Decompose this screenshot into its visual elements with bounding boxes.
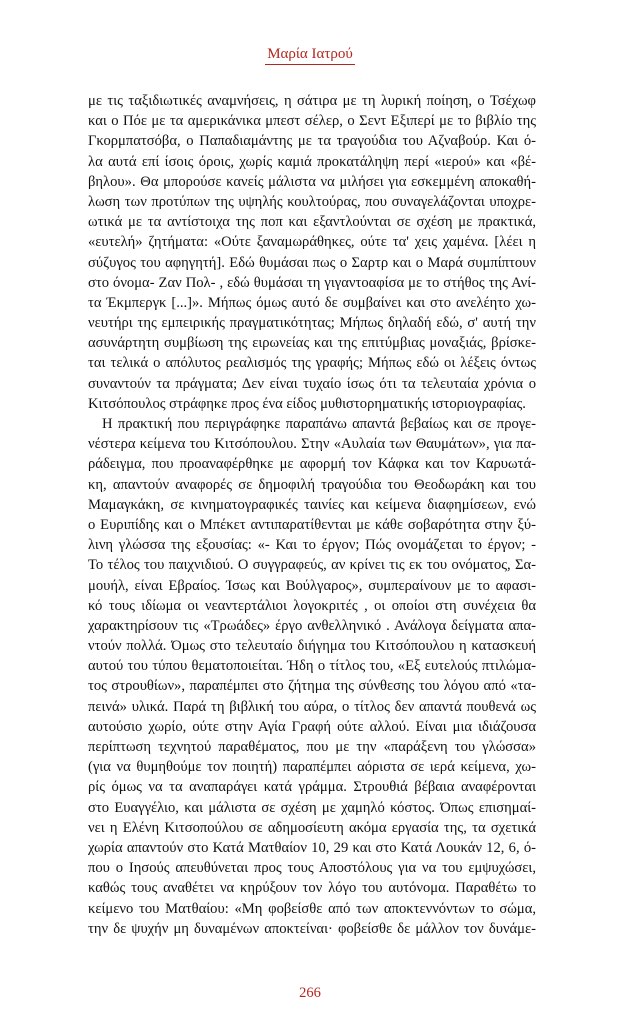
text-line: και ο Πόε με τα αμερικάνικα μπεστ σέλερ, ο Σεντ Εξιπερί με το βιβλίο της: [88, 113, 536, 130]
text-line: ντούν πολλά. Όμως στο τελευταίο διήγημα του Κιτσόπουλου η κατασκευή: [88, 638, 536, 655]
text-line: «ευτελή» ζητήματα: «Ούτε ξαναμωράθηκες, ούτε τα' χεις χαμένα. [λέει η: [88, 234, 536, 251]
text-line: νέστερα κείμενα του Κιτσόπουλου. Στην «Αυλαία των Θαυμάτων», για πα-: [88, 436, 536, 453]
page-number: 266: [299, 985, 321, 1001]
text-line: Κιτσόπουλος στράφηκε προς ένα είδος μυθιστορηματικής ιστοριογραφίας.: [88, 395, 526, 412]
text-line: Η πρακτική που περιγράφηκε παραπάνω απαντά βεβαίως και σε προγε-: [102, 416, 536, 432]
text-line: Το τέλος του παιχνιδιού. Ο συγγραφεύς, αν κρίνει τις εκ του ονόματος, Σα-: [88, 557, 536, 574]
text-line: κη, απαντούν αναφορές σε δημοφιλή τραγούδια του Θεοδωράκη και του: [88, 476, 536, 493]
text-line: ο Ευριπίδης και ο Μπέκετ αντιπαρατίθενται με κάθε σοβαρότητα στην ξύ-: [88, 516, 536, 533]
text-line: που ο Ιησούς απευθύνεται προς τους Αποστόλους για να του εμψυχώσει,: [88, 860, 536, 877]
text-line: λωση των προτύπων της υψηλής κουλτούρας, που συναγελάζονται υποχρε-: [88, 193, 536, 210]
text-line: Γκορμπατσόβα, ο Παπαδιαμάντης με τα τραγούδια του Αζναβούρ. Και ό-: [88, 133, 536, 150]
text-line: χωρία απαντούν στο Κατά Ματθαίον 10, 29 και στο Κατά Λουκάν 12, 6, ό-: [88, 839, 536, 856]
text-line: συναντούν τα πράγματα; Δεν είναι τυχαίο ίσως ότι τα τελευταία χρόνια ο: [88, 375, 536, 392]
text-line: ωτικά με τα αντίστοιχα της ποπ και εξαντλούνται σε σχέση με πρακτικά,: [88, 214, 536, 231]
text-line: αυτούσιο χωρίο, ούτε στην Αγία Γραφή ούτε αλλού. Είναι μια ιδιάζουσα: [88, 718, 536, 735]
text-line: ρίς όμως να τα αναπαράγει κατά γράμμα. Στρουθιά βέβαια αναφέρονται: [88, 779, 536, 796]
text-line: αυτού του τύπου θεματοποιείται. Ήδη ο τίτλος του, «Εξ ευτελούς πτιλώμα-: [88, 658, 536, 675]
text-line: καθώς τους αναθέτει να κηρύξουν τον λόγο του αυτόνομα. Παραθέτω το: [88, 880, 536, 897]
text-line: βηλου». Θα μπορούσε κανείς μάλιστα να μιλήσει για εσκεμμένη αποκαθή-: [88, 173, 536, 190]
text-line: στο Ευαγγέλιο, και μάλιστα σε σχέση με χαμηλό κόστος. Όπως επισημαί-: [88, 799, 536, 816]
body-text: [88, 91, 536, 939]
text-line: κό τους ιδίωμα οι νεαντερτάλιοι λογοκριτές , οι οποίοι στη συνέχεια θα: [88, 597, 536, 614]
text-line: με τις ταξιδιωτικές αναμνήσεις, η σάτιρα με τη λυρική ποίηση, ο Τσέχωφ: [88, 93, 536, 109]
text-line: ται τελικά ο απόλυτος ρεαλισμός της γραφής; Μήπως εδώ οι λέξεις όντως: [88, 355, 536, 372]
text-line: κείμενο του Ματθαίου: «Μη φοβείσθε από των αποκτεννόντων το σώμα,: [88, 900, 536, 917]
text-line: Μαμαγκάκη, σε κινηματογραφικές ταινίες και κείμενα διαφημίσεων, ενώ: [88, 496, 536, 513]
text-line: λα αυτά επί ίσοις όροις, χωρίς καμιά προκατάληψη περί «ιερού» και «βέ-: [88, 153, 536, 170]
text-line: τα Έκμπεργκ [...]». Μήπως όμως αυτό δε συμβαίνει και στο ανελέητο χω-: [88, 294, 536, 311]
text-line: την δε ψυχήν μη δυναμένων αποκτείναι· φοβείσθε δε μάλλον τον δυνάμε-: [88, 920, 536, 937]
text-line: στο όνομα- Ζαν Πολ- , εδώ θυμάσαι τη γιγαντοαφίσα με το στήθος της Ανί-: [88, 274, 536, 291]
text-line: μουήλ, είναι Εβραίος. Ίσως και Βούλγαρος», συμπεραίνουν με το αφασι-: [88, 577, 536, 594]
text-line: λινη γλώσσα της εξουσίας: «- Και το έργον; Πώς ονομάζεται το έργον; -: [88, 537, 536, 554]
paragraph: [88, 91, 536, 414]
text-line: ράδειγμα, που προαναφέρθηκε με αφορμή τον Κάφκα και τον Καρυωτά-: [88, 456, 536, 473]
text-line: περίπτωση τεχνητού παραθέματος, που με την «παράξενη του γλώσσα»: [88, 739, 536, 755]
text-line: ασυνάρτητη συμβίωση της ειρωνείας και της επιτύμβιας μοναξιάς, βρίσκε-: [88, 335, 536, 352]
author-name: Μαρία Ιατρού: [265, 45, 355, 65]
text-line: νευτήρι της εμπειρικής πραγματικότητας; Μήπως δηλαδή εδώ, σ' αυτή την: [88, 315, 536, 332]
text-line: σύζυγος του αφηγητή]. Εδώ θυμάσαι πως ο Σαρτρ και ο Μαρά συμπίπτουν: [88, 254, 536, 271]
text-line: χαρακτηρίσουν τις «Τρωάδες» έργο ανθελληνικό . Ανάλογα δείγματα απα-: [88, 617, 536, 634]
paragraph: [88, 414, 536, 939]
text-line: πεινά» υλικά. Παρά τη βιβλική του αύρα, ο τίτλος δεν απαντά πουθενά ως: [88, 698, 536, 715]
text-line: (για να θυμηθούμε τον ποιητή) παραπέμπει αόριστα σε ιερά κείμενα, χω-: [88, 759, 536, 776]
running-header: [0, 45, 620, 65]
text-line: νει η Ελένη Κιτσοπούλου σε αδημοσίευτη ακόμα εργασία της, τα σχετικά: [88, 819, 536, 836]
text-line: τος στρουθίων», παραπέμπει στο ζήτημα της σύνθεσης του λόγου από «τα-: [88, 678, 536, 695]
